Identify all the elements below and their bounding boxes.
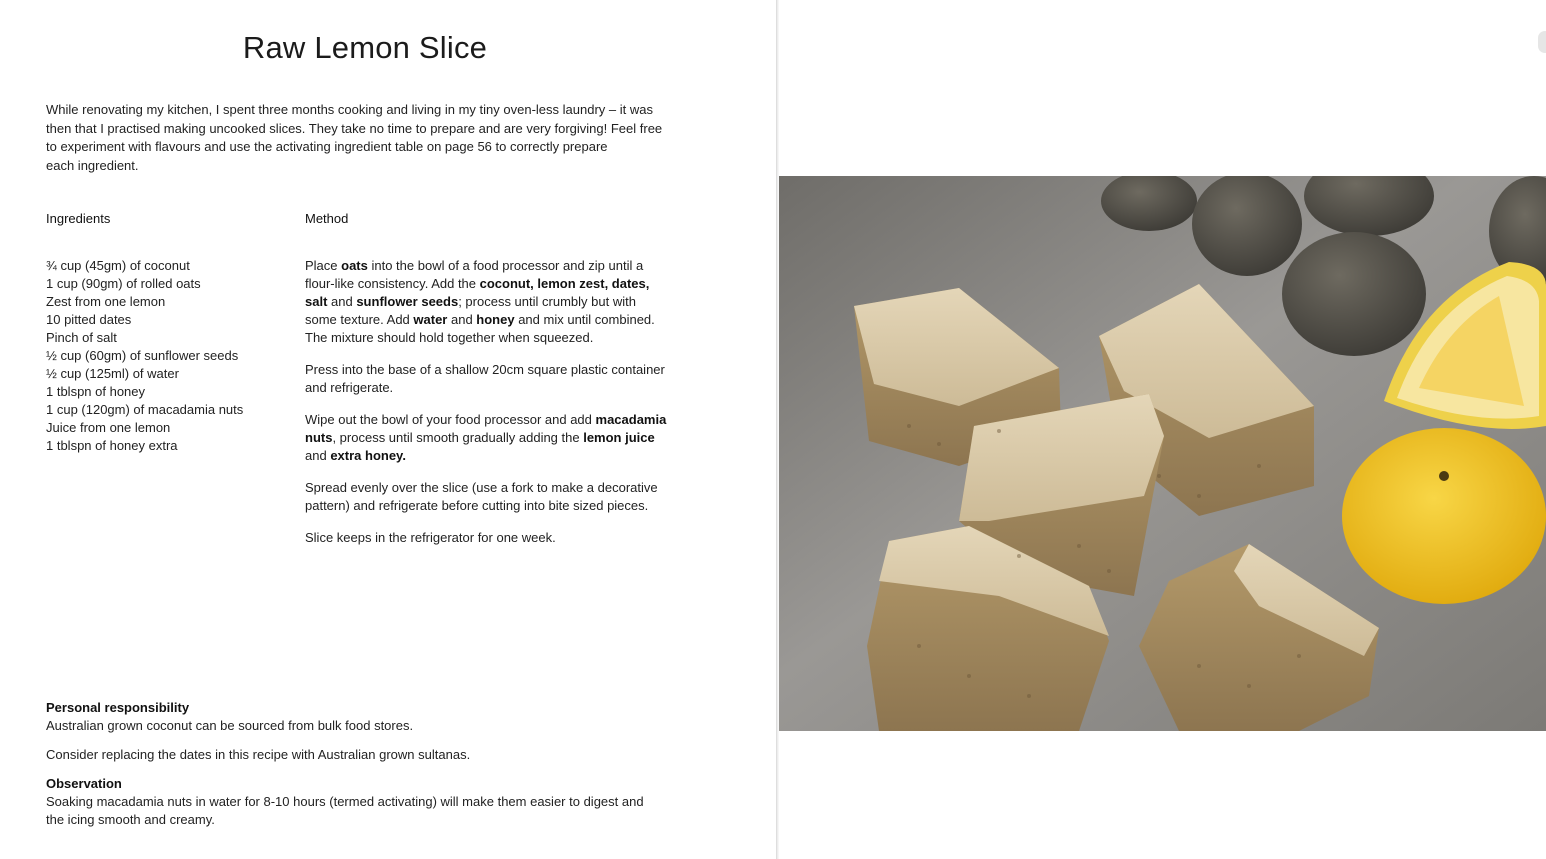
bold-term: water [413, 312, 448, 327]
text: Wipe out the bowl of your food processor and add [305, 412, 596, 427]
method-line [305, 293, 700, 311]
method-line: Press into the base of a shallow 20cm square plastic container [305, 362, 665, 377]
method-line: and refrigerate. [305, 380, 394, 395]
method-line [305, 411, 700, 429]
method-line: pattern) and refrigerate before cutting into bite sized pieces. [305, 498, 649, 513]
method-line [305, 429, 700, 447]
method-step-1 [305, 257, 700, 347]
ingredient-item: ¾ cup (45gm) of coconut [46, 258, 190, 273]
method-line [305, 311, 700, 329]
text: into the bowl of a food processor and zip until a [367, 258, 644, 273]
bold-term: nuts [305, 430, 333, 445]
intro-line: While renovating my kitchen, I spent three months cooking and living in my tiny oven-less laundry – it was [46, 102, 653, 117]
notes-section [46, 699, 706, 829]
lemon-stem-icon [1439, 471, 1449, 481]
ingredient-item: Juice from one lemon [46, 420, 171, 435]
text: some texture. Add [305, 312, 414, 327]
bold-term: lemon juice [583, 430, 655, 445]
ingredient-item: 1 cup (120gm) of macadamia nuts [46, 402, 244, 417]
page-corner-tab [1538, 31, 1546, 53]
ingredients-heading: Ingredients [46, 211, 111, 226]
method-line: Slice keeps in the refrigerator for one week. [305, 530, 556, 545]
intro-line: to experiment with flavours and use the activating ingredient table on page 56 to correctly prepare [46, 139, 608, 154]
text: Place [305, 258, 342, 273]
method-step-3 [305, 411, 700, 465]
method-steps [305, 257, 700, 561]
method-line: The mixture should hold together when squeezed. [305, 330, 594, 345]
ingredient-item: 1 tblspn of honey extra [46, 438, 178, 453]
intro-paragraph [46, 101, 691, 175]
text: , process until smooth gradually adding the [332, 430, 584, 445]
personal-responsibility-heading: Personal responsibility [46, 700, 190, 715]
bold-term: macadamia [595, 412, 667, 427]
ingredient-item: 1 tblspn of honey [46, 384, 146, 399]
text: ; process until crumbly but with [458, 294, 636, 309]
bold-term: sunflower seeds [356, 294, 459, 309]
recipe-photo [779, 176, 1546, 731]
bold-term: extra honey. [330, 448, 406, 463]
text: and [305, 448, 331, 463]
ingredient-item: 10 pitted dates [46, 312, 132, 327]
ingredient-item: 1 cup (90gm) of rolled oats [46, 276, 201, 291]
text: and [447, 312, 477, 327]
recipe-title: Raw Lemon Slice [242, 30, 488, 65]
ingredient-item: Pinch of salt [46, 330, 117, 345]
bold-term: coconut, lemon zest, dates, [479, 276, 650, 291]
method-line [305, 275, 700, 293]
text: and [327, 294, 357, 309]
method-step-5 [305, 529, 700, 547]
method-line [305, 257, 700, 275]
method-step-4 [305, 479, 700, 515]
intro-line: then that I practised making uncooked slices. They take no time to prepare and are very forgiving! Feel free [46, 120, 663, 136]
note-line: Consider replacing the dates in this recipe with Australian grown sultanas. [46, 747, 471, 762]
lemon-half-icon [1342, 428, 1546, 604]
ingredient-item: ½ cup (125ml) of water [46, 366, 179, 381]
note-line: Soaking macadamia nuts in water for 8-10 hours (termed activating) will make them easier to digest and [46, 794, 644, 809]
intro-line: each ingredient. [46, 157, 139, 173]
bold-term: honey [476, 312, 515, 327]
bold-term: oats [341, 258, 368, 273]
method-heading: Method [305, 211, 349, 226]
method-step-2 [305, 361, 700, 397]
method-line: Spread evenly over the slice (use a fork to make a decorative [305, 480, 658, 495]
note-line: the icing smooth and creamy. [46, 812, 215, 827]
note-line: Australian grown coconut can be sourced from bulk food stores. [46, 718, 414, 733]
bold-term: salt [305, 294, 328, 309]
method-line [305, 447, 700, 465]
ingredients-list [46, 257, 286, 455]
text: and mix until combined. [514, 312, 655, 327]
text: flour-like consistency. Add the [305, 276, 480, 291]
observation-heading: Observation [46, 776, 122, 791]
ingredient-item: ½ cup (60gm) of sunflower seeds [46, 348, 239, 363]
ingredient-item: Zest from one lemon [46, 294, 166, 309]
